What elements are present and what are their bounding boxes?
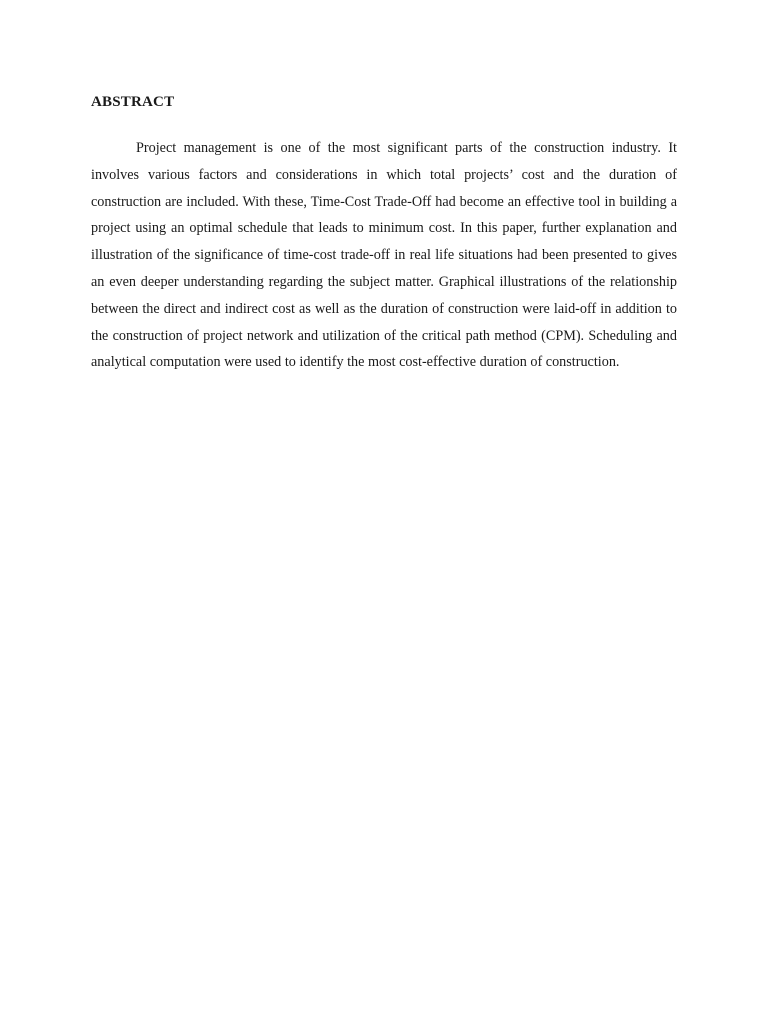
abstract-section	[91, 93, 677, 376]
abstract-heading: ABSTRACT	[91, 94, 175, 110]
abstract-paragraph: Project management is one of the most significant parts of the construction industry. It involves various factors and considerations in which total projects’ cost and the duration of construction are included. With these, Time-Cost Trade-Off had become an effective tool in building a project using an optimal schedule that leads to minimum cost. In this paper, further explanation and illustration of the significance of time-cost trade-off in real life situations had been presented to gives an even deeper understanding regarding the subject matter. Graphical illustrations of the relationship between the direct and indirect cost as well as the duration of construction were laid-off in addition to the construction of project network and utilization of the critical path method (CPM). Scheduling and analytical computation were used to identify the most cost-effective duration of construction.	[91, 140, 677, 371]
